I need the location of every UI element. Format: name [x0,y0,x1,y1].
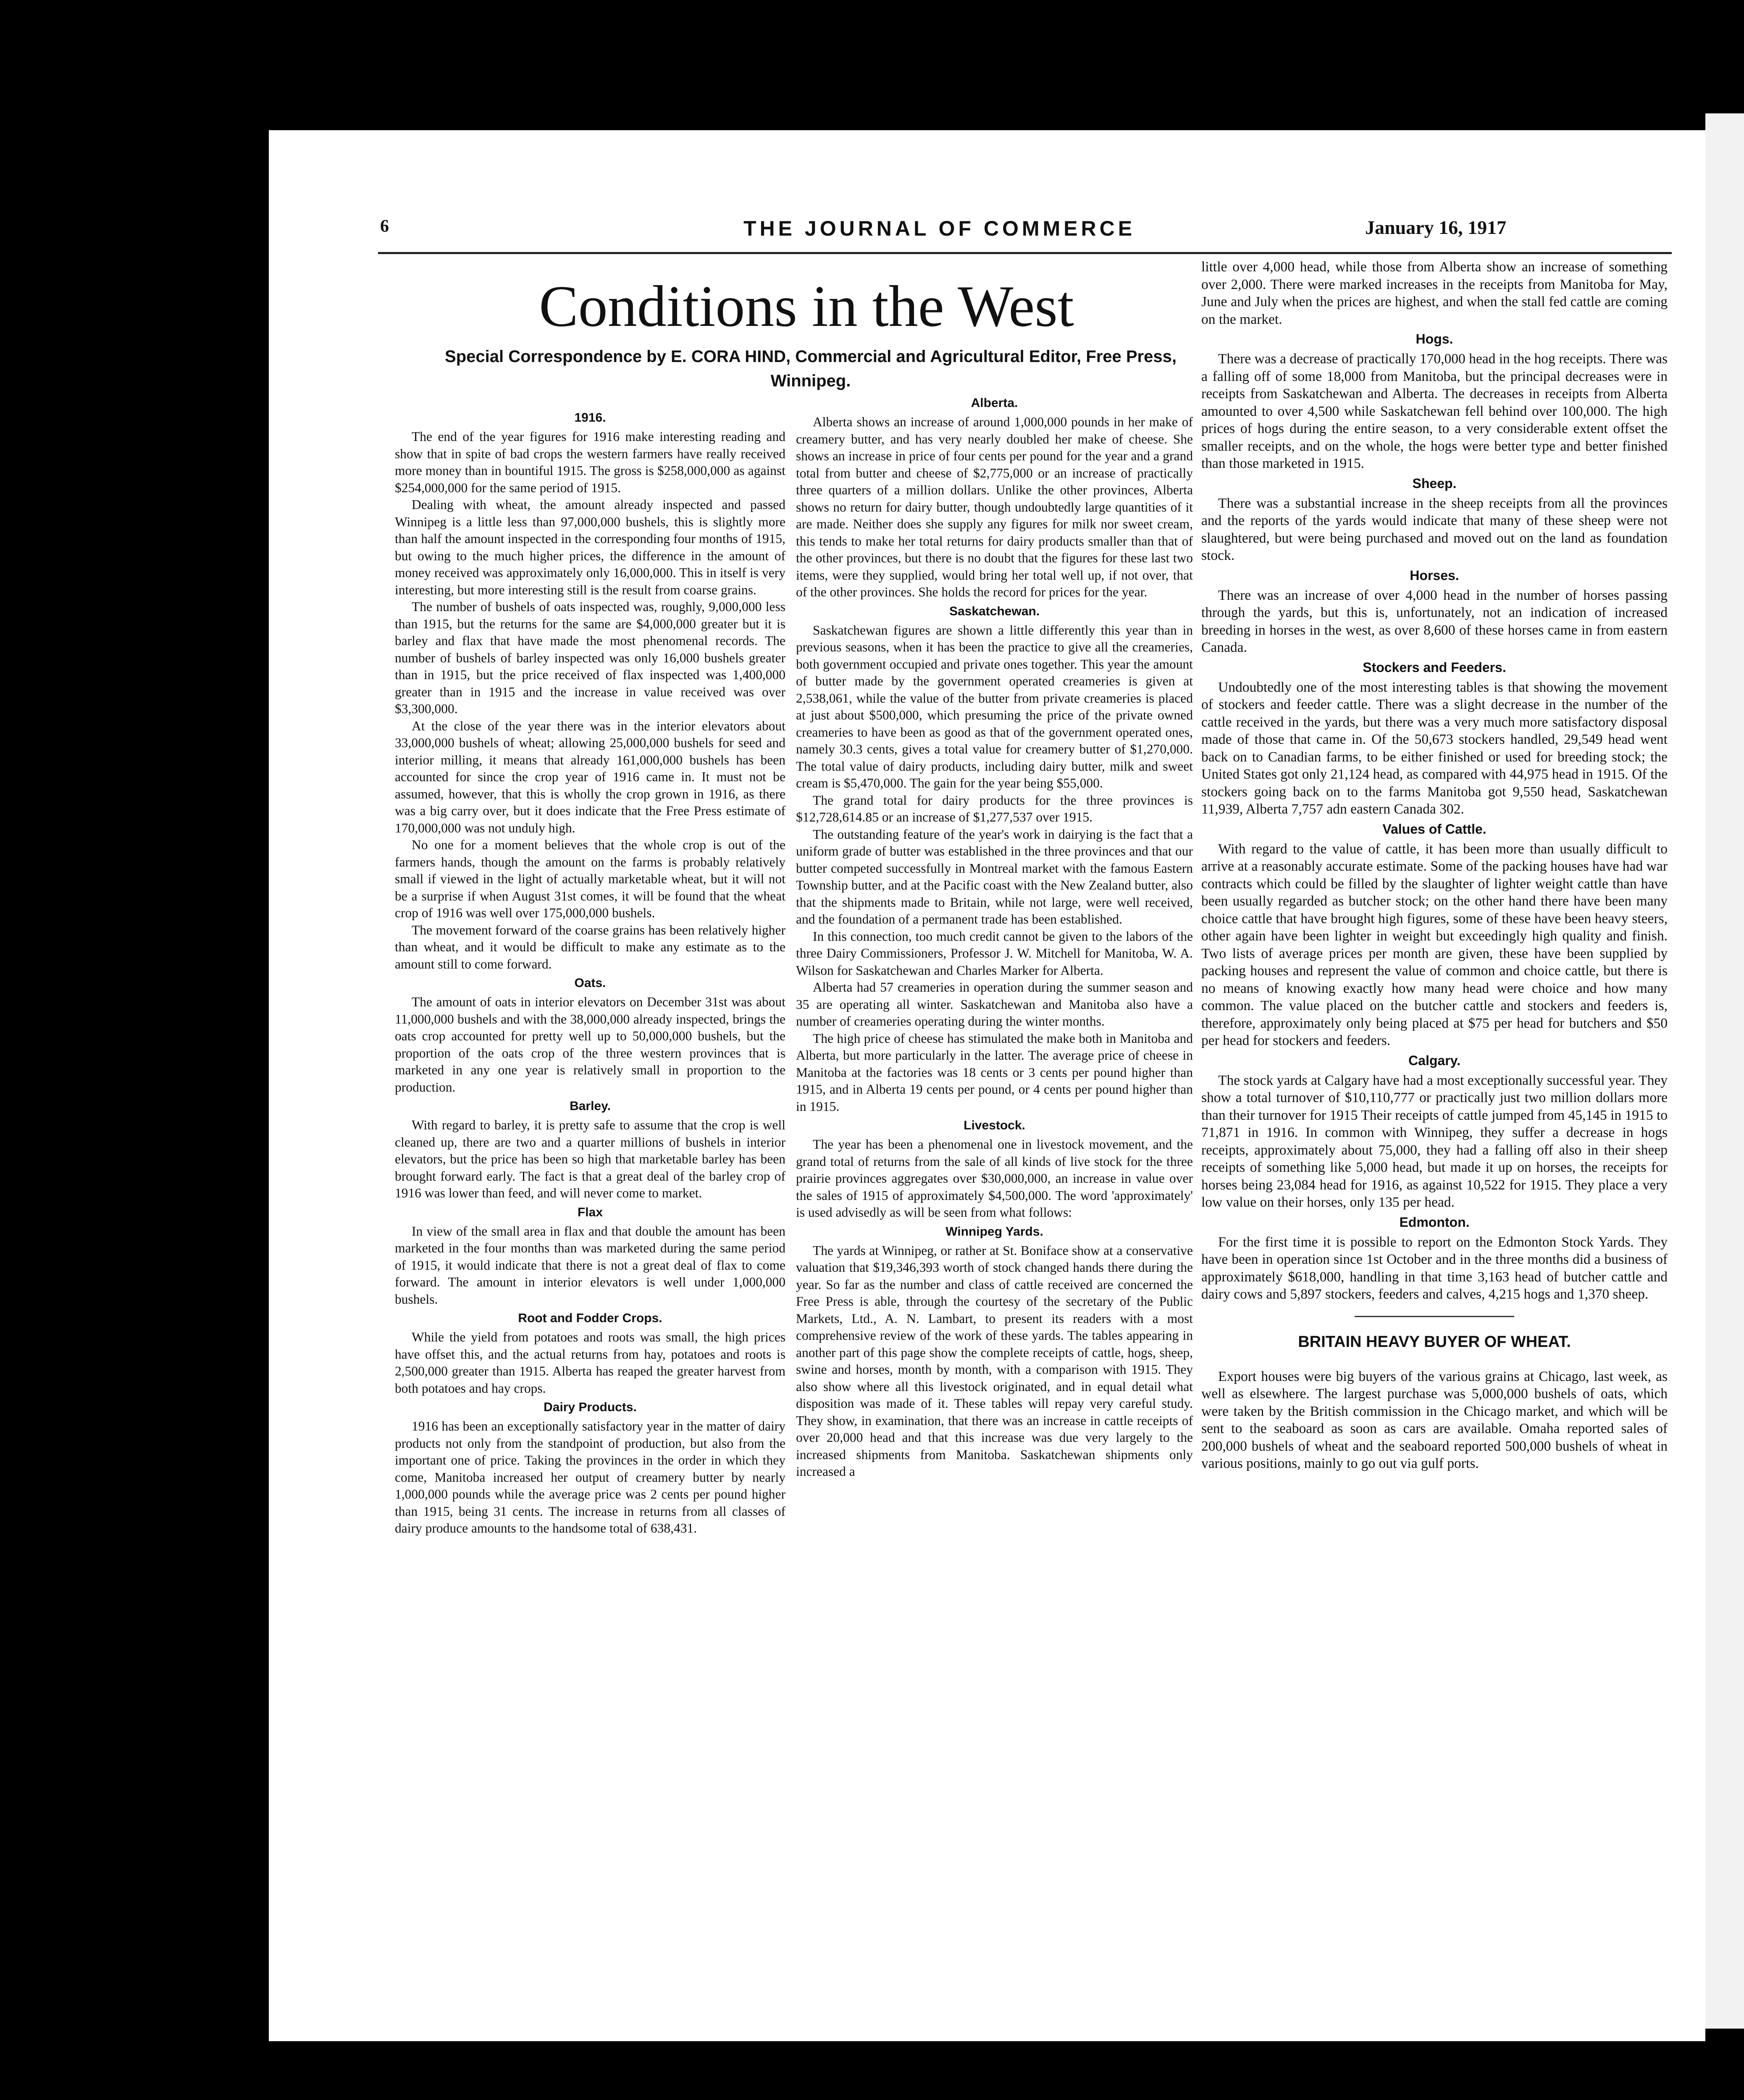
britain-headline: BRITAIN HEAVY BUYER OF WHEAT. [1298,1333,1571,1351]
paragraph: The stock yards at Calgary have had a most exceptionally successful year. They show a total turnover of $10,110,777 or practically just two million dollars more than their turnover for 1915 Their receipts of cattle jumped from 45,145 in 1915 to 71,871 in 1916. In common with Winnipeg, they suffer a decrease in hogs receipts, approximately about 75,000, they had a falling off also in their sheep receipts of something like 5,000 head, but made it up on horses, the receipts for horses being 23,084 head for 1916, as against 10,522 for 1915. They place a very low value on their horses, only 135 per head. [1201,1072,1668,1210]
article-byline: Special Correspondence by E. CORA HIND, Commercial and Agricultural Editor, Free Press, Winnipeg. [445,347,1177,390]
adjacent-page-edge [1705,113,1744,2029]
paragraph: Export houses were big buyers of the various grains at Chicago, last week, as well as elsewhere. The largest purchase was 5,000,000 bushels of oats, which were taken by the British commission in the Chicago market, and which will be sent to the seaboard as soon as cars are available. Omaha reported sales of 200,000 bushels of wheat and the seaboard reported 500,000 bushels of wheat in various positions, mainly to go out via gulf ports. [1201,1368,1668,1471]
paragraph: While the yield from potatoes and roots was small, the high prices have offset this, and the actual returns from hay, potatoes and roots is 2,500,000 greater than 1915. Alberta has reaped the greater harvest from both potatoes and hay crops. [395,1330,785,1396]
paragraph: The yards at Winnipeg, or rather at St. Boniface show at a conservative valuation that $19,346,393 worth of stock changed hands there during the year. So far as the number and class of cattle received are concerned the Free Press is able, through the courtesy of the secretary of the Public Markets, Ltd., A. N. Lambart, to present its readers with a most comprehensive review of the work of these yards. The tables appearing in another part of this page show the complete receipts of cattle, hogs, sheep, swine and horses, month by month, with a comparison with 1915. They also show where all this livestock originated, and in equal detail what disposition was made of it. These tables will repay very careful study. They show, in examination, that there was an increase in cattle receipts of over 20,000 head and that this increase was due very largely to the increased shipments from Manitoba. Saskatchewan shipments only increased a [796,1243,1193,1479]
paragraph: The amount of oats in interior elevators on December 31st was about 11,000,000 bushels and with the 38,000,000 already inspected, brings the oats crop accounted for pretty well up to 50,000,000 bushels, but the proportion of the oats crop of the three western provinces that is marketed in any one year is relatively small in proportion to the production. [395,995,785,1095]
section-heading-barley: Barley. [570,1099,611,1113]
paragraph: For the first time it is possible to report on the Edmonton Stock Yards. They have been in operation since 1st October and in the three months did a business of approximately $618,000, handling in that time 3,163 head of butcher cattle and dairy cows and 5,897 stockers, feeders and calves, 4,215 hogs and 1,370 sheep. [1201,1234,1668,1302]
paragraph: No one for a moment believes that the whole crop is out of the farmers hands, though the amount on the farms is probably relatively small if viewed in the light of actually marketable wheat, but it will not be a surprise if when August 31st comes, it will be found that the wheat crop of 1916 was well over 175,000,000 bushels. [395,837,785,920]
paragraph: Alberta had 57 creameries in operation during the summer season and 35 are operating all winter. Saskatchewan and Manitoba also have a number of creameries operating during the winter months. [796,980,1193,1029]
paragraph: Alberta shows an increase of around 1,000,000 pounds in her make of creamery butter, and has very nearly doubled her make of cheese. She shows an increase in price of four cents per pound for the year and a grand total from butter and cheese of $2,775,000 or an increase of practically three quarters of a million dollars. Unlike the other provinces, Alberta shows no return for dairy butter, though undoubtedly large quantities of it are made. Neither does she supply any figures for milk nor sweet cream, this tends to make her total returns for dairy products smaller than that of the other provinces, but there is no doubt that the figures for these last two items, were they supplied, would bring her total well up, if not over, that of the other provinces. She holds the record for prices for the year. [796,415,1193,599]
section-heading-calgary: Calgary. [1408,1053,1460,1068]
paragraph: The number of bushels of oats inspected was, roughly, 9,000,000 less than 1915, but the returns for the same are $4,000,000 greater but it is barley and flax that have made the most phenomenal records. The number of bushels of barley inspected was only 16,000 bushels greater than in 1915, but the price received of flax inspected was 1,400,000 greater than in 1915 and the increase in value received was over $3,300,000. [395,599,785,716]
section-heading-winnipeg-yards: Winnipeg Yards. [946,1224,1043,1239]
column-1 [395,407,785,2029]
newspaper-page [269,130,1705,2041]
section-heading-stockers: Stockers and Feeders. [1363,659,1506,675]
article-divider [1355,1316,1514,1317]
section-heading-sheep: Sheep. [1412,475,1457,491]
paragraph: Saskatchewan figures are shown a little differently this year than in previous seasons, when it has been the practice to give all the creameries, both government occupied and private ones together. This year the amount of butter made by the government operated creameries is given at 2,538,061, while the value of the butter from private creameries is placed at just about $500,000, which presuming the price of the private owned creameries to have been as good as that of the government operated ones, namely 30.3 cents, gives a total value for creamery butter of $1,270,000. The total value of dairy products, including dairy butter, milk and sweet cream is $5,470,000. The gain for the year being $55,000. [796,622,1193,790]
paragraph: In this connection, too much credit cannot be given to the labors of the three Dairy Commissioners, Professor J. W. Mitchell for Manitoba, W. A. Wilson for Saskatchewan and Charles Marker for Alberta. [796,929,1193,978]
paragraph: little over 4,000 head, while those from Alberta show an increase of something over 2,000. There were marked increases in the receipts from Manitoba for May, June and July when the prices are highest, and when the stall fed cattle are coming on the market. [1201,259,1668,327]
column-2 [796,393,1193,2031]
paragraph: The end of the year figures for 1916 make interesting reading and show that in spite of bad crops the western farmers have really received more money than in bountiful 1915. The gross is $258,000,000 as against $254,000,000 for the same period of 1915. [395,429,785,495]
column-3 [1201,258,1668,2037]
section-heading-alberta: Alberta. [971,396,1018,410]
section-heading-hogs: Hogs. [1416,331,1453,346]
section-heading-flax: Flax [577,1205,603,1219]
paragraph: In view of the small area in flax and that double the amount has been marketed in the four months than was marketed during the same period of 1915, it would indicate that there is not a great deal of flax to come forward. The amount in interior elevators is well under 1,000,000 bushels. [395,1223,785,1307]
paragraph: At the close of the year there was in the interior elevators about 33,000,000 bushels of wheat; allowing 25,000,000 bushels for seed and interior milling, it means that already 161,000,000 bushels has been accounted for since the crop year of 1916 came in. It must not be assumed, however, that this is wholly the crop grown in 1916, as there was a big carry over, but it does indicate that the Free Press estimate of 170,000,000 was not unduly high. [395,718,785,835]
paragraph: There was a decrease of practically 170,000 head in the hog receipts. There was a falling off of some 18,000 from Manitoba, but the principal decreases were in receipts from Saskatchewan and Alberta. The decreases in receipts from Alberta amounted to over 4,500 while Saskatchewan fell behind over 100,000. The high prices of hogs during the entire season, to a very considerable extent offset the smaller receipts, and on the whole, the hogs were better type and better finished than those marketed in 1915. [1201,351,1668,471]
journal-title: THE JOURNAL OF COMMERCE [743,217,1136,240]
article-headline: Conditions in the West [539,274,1074,339]
page-number: 6 [380,217,389,236]
section-heading-1916: 1916. [574,411,606,425]
section-heading-values: Values of Cattle. [1382,821,1487,837]
issue-date: January 16, 1917 [1365,217,1507,238]
section-heading-root-fodder: Root and Fodder Crops. [518,1311,662,1325]
paragraph: The outstanding feature of the year's work in dairying is the fact that a uniform grade of butter was established in the three provinces and that our butter competed successfully in Montreal market with the famous Eastern Township butter, and at the Pacific coast with the New Zealand butter, also that the shipments made to Britain, while not large, were well received, and the foundation of a permanent trade has been established. [796,827,1193,927]
paragraph: The grand total for dairy products for the three provinces is $12,728,614.85 or an increase of $1,277,537 over 1915. [796,793,1193,824]
section-heading-oats: Oats. [574,976,606,990]
paragraph: The high price of cheese has stimulated the make both in Manitoba and Alberta, but more particularly in the latter. The average price of cheese in Manitoba at the factories was 18 cents or 3 cents per pound higher than 1915, and in Alberta 19 cents per pound, or 4 cents per pound higher than in 1915. [796,1031,1193,1114]
section-heading-saskatchewan: Saskatchewan. [949,604,1040,618]
section-heading-dairy: Dairy Products. [544,1400,637,1414]
header-rule [378,252,1672,254]
paragraph: The movement forward of the coarse grains has been relatively higher than wheat, and it would be difficult to make any estimate as to the amount still to come forward. [395,922,785,971]
section-heading-edmonton: Edmonton. [1399,1214,1470,1230]
section-heading-horses: Horses. [1410,567,1459,583]
paragraph: 1916 has been an exceptionally satisfactory year in the matter of dairy products not only from the standpoint of production, but also from the important one of price. Taking the provinces in the order in which they come, Manitoba increased her output of creamery butter by nearly 1,000,000 pounds while the average price was 2 cents per pound higher than 1915, being 31 cents. The increase in returns from all classes of dairy produce amounts to the handsome total of 638,431. [395,1419,785,1536]
paragraph: Undoubtedly one of the most interesting tables is that showing the movement of stockers and feeder cattle. There was a slight decrease in the number of the cattle received in the yards, but there was a very much more satisfactory disposal made of those that came in. Of the 50,673 stockers handled, 29,549 head went back on to Canadian farms, to be either finished or used for breeding stock; the United States got only 21,124 head, as compared with 44,975 head in 1915. Of the stockers going back on to the farms Manitoba got 9,550 head, Saskatchewan 11,939, Alberta 7,757 adn eastern Canada 302. [1201,679,1668,817]
paragraph: With regard to barley, it is pretty safe to assume that the crop is well cleaned up, there are two and a quarter millions of bushels in interior elevators, but the price has been so high that marketable barley has been brought forward early. The fact is that a great deal of the barley crop of 1916 was lower than feed, and will never come to market. [395,1118,785,1200]
paragraph: The year has been a phenomenal one in livestock movement, and the grand total of returns from the sale of all kinds of live stock for the three prairie provinces aggregates over $30,000,000, an increase in value over the sales of 1915 of approximately $4,500,000. The word 'approximately' is used advisedly as will be seen from what follows: [796,1137,1193,1220]
paragraph: There was an increase of over 4,000 head in the number of horses passing through the yards, but this is, unfortunately, not an indication of increased breeding in horses in the west, as over 8,600 of these horses came in from eastern Canada. [1201,587,1668,655]
paragraph: Dealing with wheat, the amount already inspected and passed Winnipeg is a little less than 97,000,000 bushels, this is slightly more than half the amount inspected in the corresponding four months of 1915, but owing to the much higher prices, the difference in the amount of money received was approximately only 16,000,000. This in itself is very interesting, but more interesting still is the result from coarse grains. [395,497,785,597]
paragraph: With regard to the value of cattle, it has been more than usually difficult to arrive at a reasonably accurate estimate. Some of the packing houses have had war contracts which could be filled by the slaughter of lighter weight cattle than have been usually regarded as butcher stock; on the other hand there have been many choice cattle that have brought high figures, some of these have been heavy steers, other again have been lighter in weight but exceedingly high quality and finish. Two lists of average prices per month are given, these have been supplied by packing houses and represent the value of common and choice cattle, but there is no means of knowing exactly how many head were choice and how many common. The value placed on the butcher cattle and stockers and feeders is, therefore, approximately only being placed at $75 per head for butchers and $50 per head for stockers and feeders. [1201,841,1668,1048]
paragraph: There was a substantial increase in the sheep receipts from all the provinces and the reports of the yards would indicate that many of these sheep were not slaughtered, but were being purchased and moved out on the land as foundation stock. [1201,495,1668,563]
page-header [269,216,1689,254]
section-heading-livestock: Livestock. [964,1118,1025,1132]
